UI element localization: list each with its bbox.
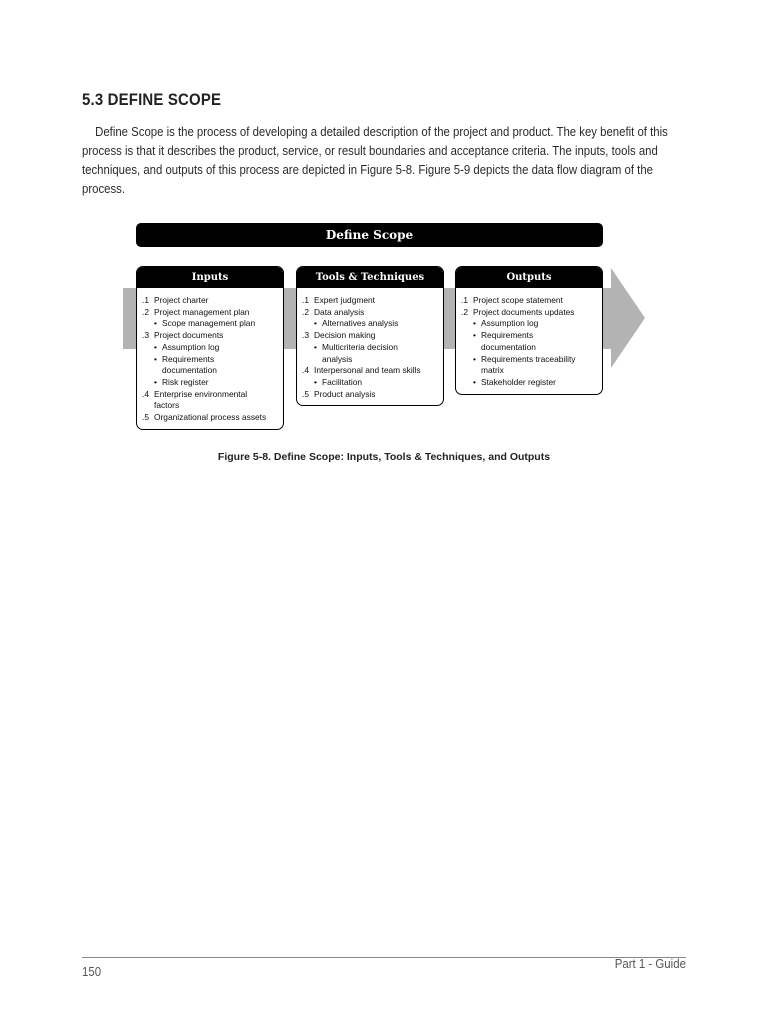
bullet-icon: • [473, 353, 476, 364]
list-item [461, 295, 598, 307]
intro-paragraph: Define Scope is the process of developing a detailed description of the project and product. The key benefit of this process is that it describes the product, service, or result boundaries and acceptance criteria. The inputs, tools and techniques, and outputs of this process are depicted in Figure 5-8. Figure 5-9 depicts the data flow diagram of the process. [82, 124, 668, 196]
item-text: Organizational process assets [154, 412, 267, 423]
bullet-icon: • [154, 353, 157, 364]
item-text: Alternatives analysis [322, 318, 399, 329]
bullet-icon: • [314, 341, 317, 352]
item-number: .4 [142, 388, 149, 399]
bullet-icon: • [154, 341, 157, 352]
item-number: .1 [142, 295, 149, 305]
item-text: Multicriteria decision [322, 341, 398, 352]
item-number: .5 [142, 412, 149, 423]
list-subitem [461, 330, 598, 342]
outputs-heading: Outputs [456, 267, 602, 288]
bullet-icon: • [154, 318, 157, 329]
list-item-continuation: documentation [481, 341, 536, 352]
item-text: Facilitation [322, 376, 363, 387]
list-item [142, 412, 279, 424]
inputs-box [136, 266, 284, 430]
list-subitem [302, 318, 439, 330]
item-text: Requirements [481, 330, 534, 341]
list-item [302, 330, 439, 342]
footer-divider [82, 957, 686, 958]
list-item [302, 307, 439, 319]
item-text: Expert judgment [314, 295, 375, 305]
list-item [302, 295, 439, 307]
item-text: Project charter [154, 295, 209, 305]
list-item [142, 330, 279, 342]
list-subitem [142, 342, 279, 354]
item-text: Project management plan [154, 306, 250, 317]
item-text: Project documents updates [473, 306, 575, 317]
item-number: .1 [461, 295, 468, 305]
bullet-icon: • [473, 330, 476, 341]
item-number: .3 [302, 330, 309, 341]
bullet-icon: • [473, 318, 476, 329]
item-number: .2 [142, 306, 149, 317]
item-text: Decision making [314, 330, 376, 341]
list-subitem [142, 377, 279, 389]
item-number: .4 [302, 365, 309, 376]
item-text: Scope management plan [162, 318, 256, 329]
item-text: Assumption log [481, 318, 539, 329]
bullet-icon: • [473, 376, 476, 387]
tools-heading: Tools & Techniques [297, 267, 443, 288]
list-subitem [302, 377, 439, 389]
list-item [142, 389, 279, 401]
list-item-continuation: matrix [481, 365, 504, 376]
list-item [142, 295, 279, 307]
section-heading: 5.3 DEFINE SCOPE [82, 90, 222, 109]
inputs-list [137, 288, 283, 429]
list-item-continuation: factors [154, 400, 180, 411]
page-number: 150 [82, 964, 102, 979]
outputs-box [455, 266, 603, 395]
list-subitem [302, 342, 439, 354]
bullet-icon: • [314, 376, 317, 387]
item-text: Product analysis [314, 388, 376, 399]
item-text: Enterprise environmental [154, 388, 248, 399]
list-item [302, 365, 439, 377]
list-subitem [142, 318, 279, 330]
figure-caption: Figure 5-8. Define Scope: Inputs, Tools & Techniques, and Outputs [217, 451, 551, 463]
item-text: Data analysis [314, 306, 365, 317]
list-item-continuation: documentation [162, 365, 217, 376]
inputs-heading: Inputs [137, 267, 283, 288]
item-text: Requirements traceability [481, 353, 576, 364]
figure-banner: Define Scope [136, 223, 603, 247]
item-text: Assumption log [162, 341, 220, 352]
tools-list [297, 288, 443, 405]
list-item-continuation: analysis [322, 353, 353, 364]
item-number: .2 [302, 306, 309, 317]
part-label: Part 1 - Guide [614, 956, 686, 971]
itto-figure [123, 222, 648, 438]
list-subitem [142, 354, 279, 366]
item-text: Interpersonal and team skills [314, 365, 421, 376]
item-text: Project documents [154, 330, 224, 341]
outputs-list [456, 288, 602, 394]
item-number: .1 [302, 295, 309, 305]
list-item [461, 307, 598, 319]
list-subitem [461, 318, 598, 330]
item-text: Stakeholder register [481, 376, 556, 387]
item-number: .2 [461, 306, 468, 317]
bullet-icon: • [154, 376, 157, 387]
tools-box [296, 266, 444, 406]
bullet-icon: • [314, 318, 317, 329]
item-text: Project scope statement [473, 295, 563, 305]
list-subitem [461, 377, 598, 389]
list-item [302, 389, 439, 401]
item-number: .5 [302, 388, 309, 399]
item-text: Requirements [162, 353, 215, 364]
item-number: .3 [142, 330, 149, 341]
list-item [142, 307, 279, 319]
list-subitem [461, 354, 598, 366]
item-text: Risk register [162, 376, 209, 387]
